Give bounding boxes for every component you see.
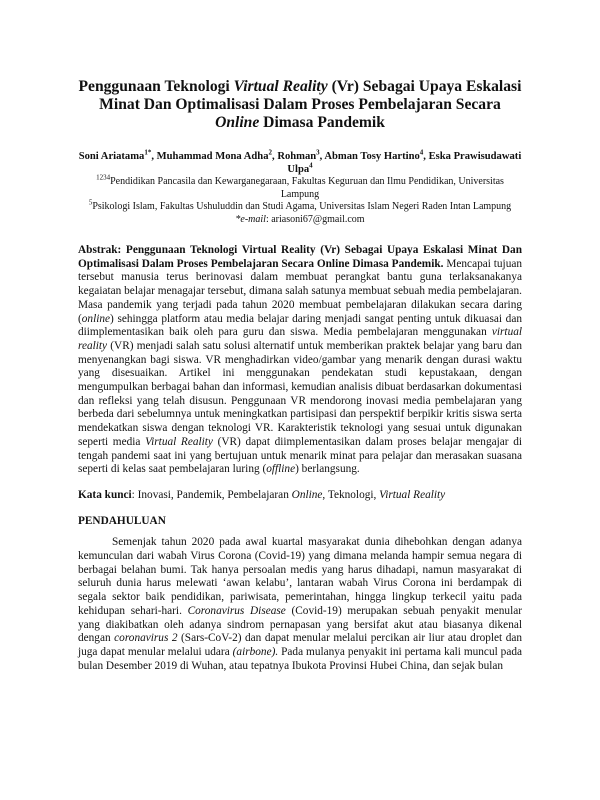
affiliation-2 — [78, 198, 522, 214]
keywords — [78, 489, 522, 503]
author-2: , Muhammad Mona Adha — [151, 151, 269, 162]
affiliation-2-sup: 5 — [88, 198, 93, 207]
intro-text-2: (Covid-19) merupakan sebuah penyakit menular yang diakibatkan oleh adanya sindrom pernapasan yang bersifat akut atau biasanya dikenal dengan — [78, 604, 523, 645]
title-text-3: Dimasa Pandemik — [259, 114, 385, 131]
author-3-sup: 3 — [316, 148, 320, 157]
keywords-italic-online: Online — [291, 488, 323, 501]
affiliation-1-sup: 1234 — [96, 173, 111, 182]
email-address: : ariasoni67@gmail.com — [265, 213, 365, 225]
author-2-sup: 2 — [268, 148, 273, 157]
intro-italic-coronavirus-disease: Coronavirus Disease — [187, 604, 286, 617]
section-heading-introduction: PENDAHULUAN — [78, 514, 166, 527]
author-3: , Rohman — [272, 151, 317, 162]
author-5-sup: 4 — [309, 161, 313, 170]
author-4: , Abman Tosy Hartino — [319, 151, 420, 162]
title-italic-virtual-reality: Virtual Reality — [233, 78, 328, 95]
email-label: *e-mail — [235, 213, 266, 225]
abstract-text-4: (VR) dapat diimplementasikan dalam proses belajar mengajar di tengah pandemi saat ini yang bertujuan untuk menarik minat para pelajar dan merasakan suasana seperti di kelas saat pembelajaran luring ( — [78, 435, 522, 476]
author-4-sup: 4 — [419, 148, 424, 157]
author-1-sup: 1* — [144, 148, 152, 157]
affiliation-1-text: Pendidikan Pancasila dan Kewarganegaraan, Fakultas Keguruan dan Ilmu Pendidikan, Universitas Lampung — [110, 176, 504, 200]
abstract-text-1: Mencapai tujuan tersebut manusia terus berinovasi dalam membuat perangkat bantu guna terlaksanakanya kegaiatan belajar menagajar tersebut, dimana salah satunya membuat sebuah media pembelajaran. Masa pandemik yang terjadi pada tahun 2020 membuat pembelajaran dilakukan secara daring ( — [78, 257, 523, 325]
intro-italic-airbone: (airbone). — [232, 645, 279, 658]
keywords-text-1: : Inovasi, Pandemik, Pembelajaran — [131, 488, 292, 501]
keywords-label: Kata kunci — [78, 488, 132, 501]
intro-italic-coronavirus-2: coronavirus 2 — [114, 632, 178, 645]
abstract-lead: Abstrak: Penggunaan Teknologi Virtual Reality (Vr) Sebagai Upaya Eskalasi Minat Dan Optimalisasi Dalam Proses Pembelajaran Secara Online Dimasa Pandemik. — [78, 244, 522, 270]
introduction-paragraph — [78, 536, 522, 673]
keywords-italic-virtual-reality: Virtual Reality — [379, 488, 446, 501]
author-list — [78, 150, 522, 176]
intro-text-3: (Sars-CoV-2) dan dapat menular melalui percikan air liur atau droplet dan juga dapat menular melalui udara — [78, 632, 523, 658]
abstract-italic-virtual-reality-2: Virtual Reality — [145, 435, 213, 448]
affiliation-1 — [78, 173, 522, 201]
abstract-text-5: ) berlangsung. — [295, 463, 360, 476]
author-5: , Eska Prawisudawati Ulpa — [287, 151, 522, 175]
affiliation-2-text: Psikologi Islam, Fakultas Ushuluddin dan Studi Agama, Universitas Islam Negeri Raden Intan Lampung — [92, 201, 512, 212]
corresponding-email — [78, 214, 522, 227]
paper-title — [78, 78, 522, 132]
keywords-text-2: , Teknologi, — [322, 488, 380, 501]
abstract-text-2: ) sehingga platform atau media belajar daring menjadi sangat penting untuk dikuasai dan diimplementasikan baik oleh para guru dan siswa. Media pembelajaran menggunakan — [78, 312, 522, 339]
abstract-italic-offline: offline — [266, 463, 296, 476]
intro-text-4: Pada mulanya penyakit ini pertama kali muncul pada bulan Desember 2019 di Wuhan, atau tepatnya Ibukota Provinsi Hubei China, dan sejak bulan — [78, 645, 523, 672]
title-italic-online: Online — [215, 114, 260, 131]
abstract — [78, 244, 522, 477]
intro-text-1: Semenjak tahun 2020 pada awal kuartal masyarakat dunia dihebohkan dengan adanya kemunculan dari wabah Virus Corona (Covid-19) yang dimana melanda hampir semua negara di berbagai belahan bumi. Tak hanya persoalan medis yang harus dihadapi, namun masyarakat di seluruh dunia harus melewati ‘awan kelabu’, lantaran wabah Virus Corona ini berdampak di segala sektor baik pendidikan, pariwisata, pemerintahan, hingga lingkup terkecil yaitu pada kehidupan sehari-hari. — [78, 536, 522, 617]
author-1: Soni Ariatama — [78, 151, 145, 162]
title-text-2: (Vr) Sebagai Upaya Eskalasi Minat Dan Optimalisasi Dalam Proses Pembelajaran Secara — [99, 78, 522, 113]
abstract-text-3: (VR) menjadi salah satu solusi alternatif untuk memberikan praktek belajar yang baru dan menyenangkan bagi siswa. VR menghadirkan video/gambar yang menarik dengan durasi waktu yang disesuaikan. Artikel ini menggunakan pendekatan studi kepustakaan, dengan mengumpulkan berbagai bahan dan informasi, kemudian analisis dibuat berdasarkan dokumentasi dan refleksi yang telah disusun. Penggunaan VR mendorong inovasi media pembelajaran yang berbeda dari sebelumnya untuk meningkatkan partisipasi dan perspektif berpikir kritis siswa serta mendekatkan siswa dengan teknologi VR. Karakteristik teknologi yang sesuai untuk digunakan seperti media — [78, 339, 522, 448]
title-text-1: Penggunaan Teknologi — [78, 78, 234, 95]
abstract-italic-online: online — [81, 312, 111, 325]
abstract-italic-virtual-reality: virtual reality — [78, 326, 522, 352]
